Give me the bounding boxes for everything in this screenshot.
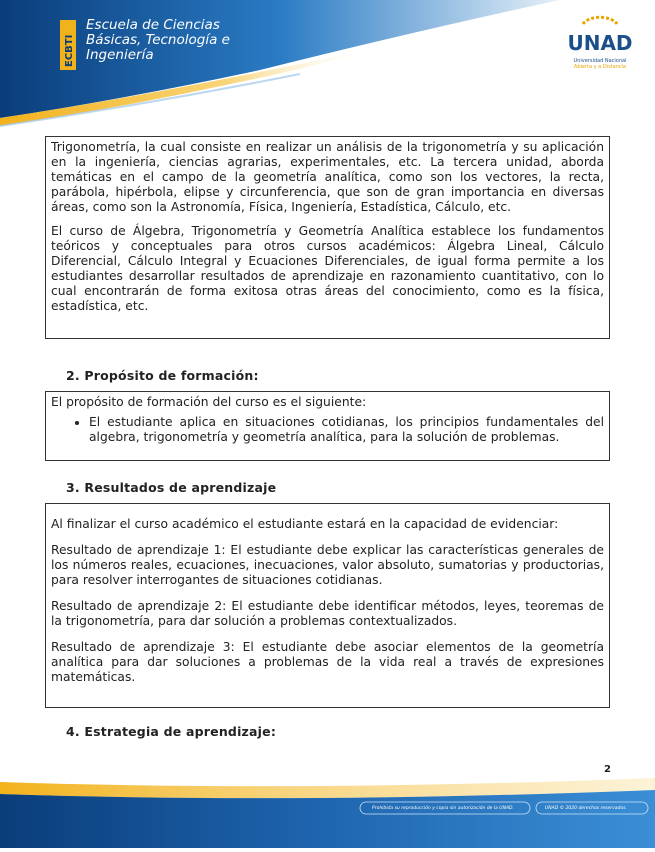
footer-wave-graphic <box>0 778 655 848</box>
purpose-list <box>51 415 604 445</box>
results-box <box>45 503 610 708</box>
school-name <box>86 18 230 63</box>
section-heading: 4. Estrategia de aprendizaje: <box>66 724 277 739</box>
logo-subtitle: Abierta y a Distancia <box>573 64 627 70</box>
svg-text:UNAD: UNAD <box>567 31 633 55</box>
footer-copyright: UNAD © 2020 derechos reservados. <box>545 806 627 811</box>
svg-text:ECBTI: ECBTI <box>64 34 75 67</box>
purpose-box <box>45 391 610 461</box>
result-item: Resultado de aprendizaje 3: El estudiante debe asociar elementos de la geometría analítica para dar soluciones a problemas de la vida real a través de expresiones matemáticas. <box>51 640 604 684</box>
list-item: • El estudiante aplica en situaciones cotidianas, los principios fundamentales del algebra, trigonometría y geometría analítica, para la solución de problemas. <box>89 415 604 445</box>
result-item: Resultado de aprendizaje 2: El estudiante debe identificar métodos, leyes, teoremas de la trigonometría, para dar solución a problemas contextualizados. <box>51 599 604 628</box>
ecbti-vertical-label <box>60 20 76 70</box>
results-lead: Al finalizar el curso académico el estudiante estará en la capacidad de evidenciar: <box>51 517 559 531</box>
intro-paragraph: El curso de Álgebra, Trigonometría y Geometría Analítica establece los fundamentos teóricos y conceptuales para otros cursos académicos: Álgebra Lineal, Cálculo Diferencial, Cálculo Integral y Ecuaciones Diferenciales, de igual forma permite a los estudiantes desarrollar resultados de aprendizaje en razonamiento cuantitativo, con lo cual encontrarán de forma exitosa otras áreas del conocimiento, como es la física, estadística, etc. <box>51 224 604 313</box>
school-name-line: Básicas, Tecnología e <box>86 32 230 48</box>
purpose-lead: El propósito de formación del curso es el siguiente: <box>51 395 367 409</box>
footer-notice: Prohibida su reproducción y copia sin autorización de la UNAD. <box>372 806 514 811</box>
section-heading: 3. Resultados de aprendizaje <box>66 480 277 495</box>
footer-banner <box>0 778 655 848</box>
section-heading: 2. Propósito de formación: <box>66 368 259 383</box>
page-number: 2 <box>604 764 611 775</box>
intro-box <box>45 136 610 339</box>
school-name-line: Ingeniería <box>86 47 154 63</box>
result-item: Resultado de aprendizaje 1: El estudiante debe explicar las características generales de los números reales, ecuaciones, inecuaciones, valor absoluto, sumatorias y productorias, para resolver interrogantes de situaciones cotidianas. <box>51 543 604 587</box>
logo-subtitle: Universidad Nacional <box>573 58 627 64</box>
intro-paragraph: Trigonometría, la cual consiste en realizar un análisis de la trigonometría y su aplicación en la ingeniería, ciencias agrarias, experimentales, etc. La tercera unidad, aborda temáticas en el campo de la geometría analítica, como son los vectores, la recta, parábola, hipérbola, elipse y circunferencia, que son de gran importancia en diversas áreas, como son la Astronomía, Física, Ingeniería, Estadística, Cálculo, etc. <box>51 140 604 214</box>
school-name-line: Escuela de Ciencias <box>86 17 220 33</box>
